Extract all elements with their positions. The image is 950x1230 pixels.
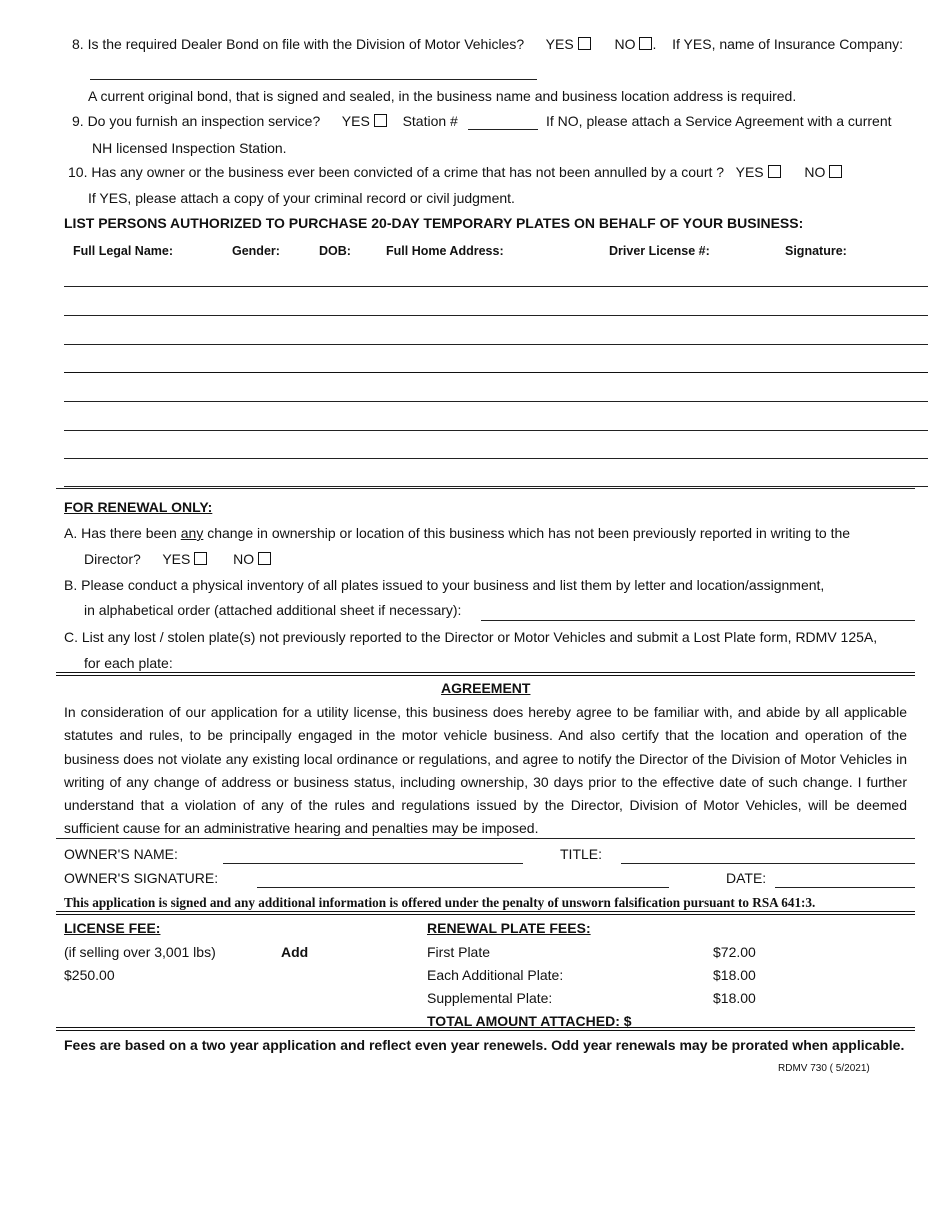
renewal-a-any: any [180, 525, 204, 541]
q10-line [68, 164, 842, 180]
q8-insurance-company-field[interactable] [90, 79, 537, 80]
renewal-a-text: A. Has there been [64, 525, 181, 541]
owner-date-label: DATE: [726, 870, 767, 886]
q8-period: . [652, 36, 657, 52]
authorized-row-line[interactable] [64, 401, 928, 402]
renewal-fee-label: First Plate [427, 944, 491, 960]
owner-date-field[interactable] [775, 887, 915, 888]
renewal-fee-label: Each Additional Plate: [427, 967, 564, 983]
q10-line2: If YES, please attach a copy of your criminal record or civil judgment. [88, 190, 515, 206]
q10-no-checkbox[interactable] [829, 165, 842, 178]
q9-yes-checkbox[interactable] [374, 114, 387, 127]
q9-line2: NH licensed Inspection Station. [92, 140, 287, 156]
owner-title-field[interactable] [621, 863, 915, 864]
column-dob: DOB: [319, 244, 351, 258]
penalty-note: This application is signed and any additional information is offered under the penalty of unsworn falsification pursuant to RSA 641:3. [64, 895, 816, 910]
section-divider [56, 1027, 915, 1031]
q9-question: 9. Do you furnish an inspection service? [72, 113, 321, 129]
authorized-heading: LIST PERSONS AUTHORIZED TO PURCHASE 20-DAY TEMPORARY PLATES ON BEHALF OF YOUR BUSINESS: [64, 215, 804, 231]
renewal-fee-amount: $72.00 [713, 944, 756, 960]
section-divider [56, 838, 915, 839]
renewal-heading: FOR RENEWAL ONLY: [64, 499, 213, 515]
section-divider [56, 911, 915, 915]
renewal-fees-heading: RENEWAL PLATE FEES: [427, 920, 591, 936]
q8-yes-label: YES [545, 36, 574, 52]
q8-yes-checkbox[interactable] [578, 37, 591, 50]
license-fee-condition: (if selling over 3,001 lbs) [64, 944, 216, 960]
section-divider [56, 672, 915, 676]
renewal-a-line2 [84, 551, 271, 567]
column-gender: Gender: [232, 244, 280, 258]
q9-station-label: Station # [402, 113, 458, 129]
q9-station-field[interactable] [468, 129, 538, 130]
authorized-row-line[interactable] [64, 458, 928, 459]
renewal-a-director: Director? [84, 551, 141, 567]
fees-note: Fees are based on a two year application and reflect even year renewels. Odd year renewals may be prorated when applicable. [64, 1037, 905, 1053]
q10-yes-label: YES [735, 164, 764, 180]
authorized-row-line[interactable] [64, 344, 928, 345]
q8-note: A current original bond, that is signed and sealed, in the business name and business location address is required. [88, 88, 797, 104]
section-divider [56, 488, 915, 489]
q10-question: 10. Has any owner or the business ever been convicted of a crime that has not been annulled by a court ? [68, 164, 725, 180]
owner-name-label: OWNER'S NAME: [64, 846, 178, 862]
authorized-row-line[interactable] [64, 315, 928, 316]
column-driver-license: Driver License #: [609, 244, 710, 258]
q8-no-checkbox[interactable] [639, 37, 652, 50]
renewal-b-line1: B. Please conduct a physical inventory of all plates issued to your business and list them by letter and location/assignment, [64, 577, 825, 593]
license-fee-heading: LICENSE FEE: [64, 920, 161, 936]
total-amount-label: TOTAL AMOUNT ATTACHED: $ [427, 1013, 632, 1029]
owner-signature-label: OWNER'S SIGNATURE: [64, 870, 219, 886]
renewal-b-line2: in alphabetical order (attached additional sheet if necessary): [84, 602, 462, 618]
owner-signature-field[interactable] [257, 887, 669, 888]
renewal-a-text-end: change in ownership or location of this business which has not been previously reported in writing to the [203, 525, 851, 541]
column-full-legal-name: Full Legal Name: [73, 244, 174, 258]
owner-name-field[interactable] [223, 863, 523, 864]
license-fee-amount: $250.00 [64, 967, 115, 983]
renewal-a-yes-checkbox[interactable] [194, 552, 207, 565]
renewal-fee-amount: $18.00 [713, 990, 756, 1006]
form-id: RDMV 730 ( 5/2021) [778, 1063, 870, 1074]
q10-yes-checkbox[interactable] [768, 165, 781, 178]
q8-line [72, 36, 903, 52]
authorized-row-line[interactable] [64, 286, 928, 287]
agreement-heading: AGREEMENT [441, 680, 531, 696]
q9-follow: If NO, please attach a Service Agreement with a current [546, 113, 892, 129]
renewal-a-no-checkbox[interactable] [258, 552, 271, 565]
q8-question: 8. Is the required Dealer Bond on file with the Division of Motor Vehicles? [72, 36, 525, 52]
authorized-row-line[interactable] [64, 372, 928, 373]
renewal-a-line1 [64, 525, 850, 541]
renewal-c-line2: for each plate: [84, 655, 173, 671]
owner-title-label: TITLE: [560, 846, 603, 862]
license-fee-add: Add [281, 944, 309, 960]
q9-yes-label: YES [341, 113, 370, 129]
q9-line [72, 113, 458, 129]
agreement-text: In consideration of our application for a utility license, this business does hereby agree to be familiar with, and abide by all applicable statutes and rules, to be principally engaged in the motor vehicle business. And also certify that the location and operation of the business does not violate any existing local ordinance or regulations, and agree to notify the Director of the Division of Motor Vehicles in writing of any change of address or business status, including ownership, 30 days prior to the effective date of such change. I further understand that a violation of any of the rules and regulations issued by the Director, Division of Motor Vehicles, will be deemed sufficient cause for an administrative hearing and penalties may be imposed. [64, 704, 907, 837]
column-full-home-address: Full Home Address: [386, 244, 504, 258]
authorized-row-line[interactable] [64, 486, 928, 487]
authorized-row-line[interactable] [64, 430, 928, 431]
renewal-b-inventory-field[interactable] [481, 620, 915, 621]
renewal-c-line1: C. List any lost / stolen plate(s) not previously reported to the Director or Motor Vehicles and submit a Lost Plate form, RDMV 125A, [64, 629, 878, 645]
renewal-a-yes-label: YES [162, 551, 191, 567]
renewal-fee-amount: $18.00 [713, 967, 756, 983]
column-signature: Signature: [785, 244, 847, 258]
q8-follow: If YES, name of Insurance Company: [672, 36, 904, 52]
renewal-a-no-label: NO [233, 551, 255, 567]
renewal-fee-label: Supplemental Plate: [427, 990, 553, 1006]
q10-no-label: NO [804, 164, 826, 180]
q8-no-label: NO [614, 36, 636, 52]
